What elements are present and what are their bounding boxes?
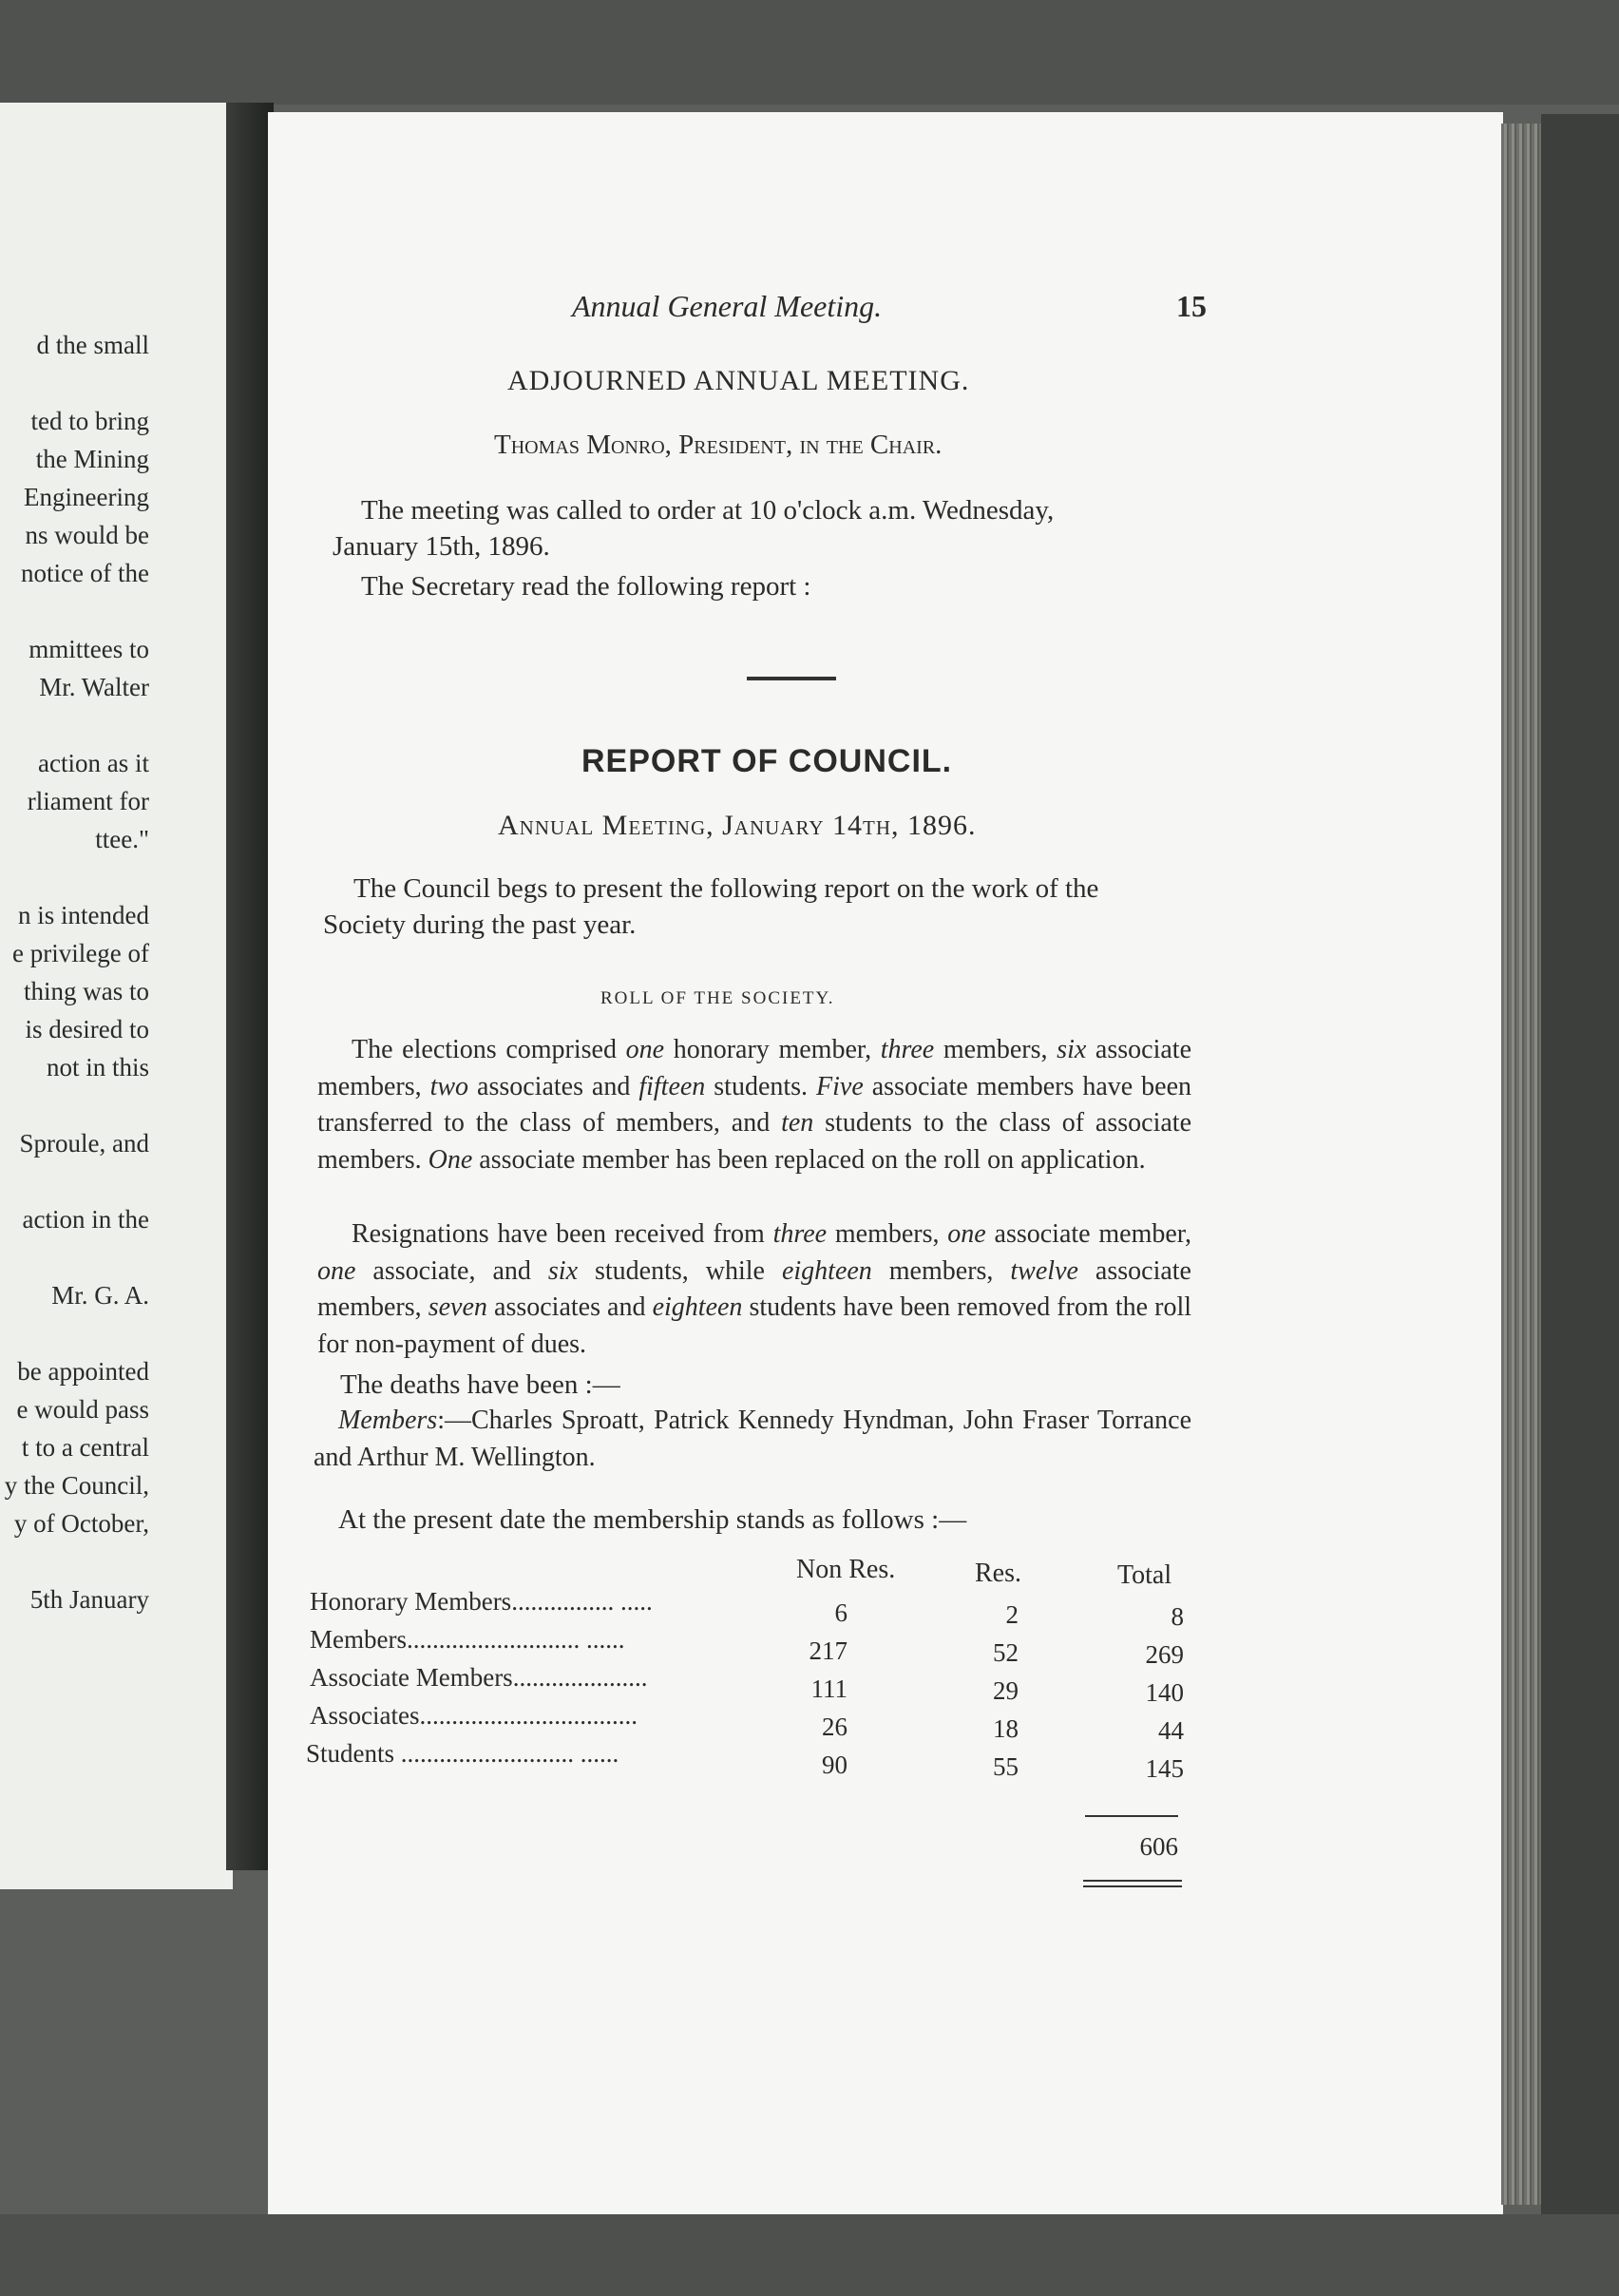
report-intro-line1: The Council begs to present the following report on the work of the [353,873,1099,904]
adjourned-para1-line2: January 15th, 1896. [333,531,550,562]
total-value: 269 [1145,1640,1184,1669]
left-line: Mr. G. A. [51,1281,149,1310]
left-line: Mr. Walter [39,673,149,701]
row-label: Students ........................... ...... [306,1739,619,1768]
grand-total: 606 [1139,1832,1178,1861]
column-header-res: Res. [975,1559,1021,1588]
elections-paragraph: The elections comprised one honorary member, three members, six associate members, two associates and fifteen students. Five associate members have been transferred to the class of members, and ten students to the class of associate members. One associate member has been replaced on the roll on application. [317,1035,1191,1175]
left-line: notice of the [21,559,149,587]
left-line: be appointed [17,1357,149,1386]
left-facing-page [0,103,233,1889]
left-line: ttee." [95,825,149,853]
left-line: ted to bring [30,407,149,435]
double-rule-top [1083,1880,1182,1882]
scanner-background-top [0,0,1619,105]
adjourned-meeting-title: ADJOURNED ANNUAL MEETING. [507,365,970,396]
left-line: e would pass [16,1395,149,1424]
book-gutter [226,103,274,1870]
deaths-intro: The deaths have been :— [340,1369,620,1400]
section-label: ROLL OF THE SOCIETY. [600,988,835,1008]
left-line: ns would be [25,521,149,549]
adjourned-para2: The Secretary read the following report : [361,571,811,602]
total-rule [1085,1815,1178,1817]
total-value: 140 [1145,1678,1184,1707]
left-line: not in this [46,1053,149,1081]
non-res-value: 90 [822,1751,848,1779]
left-line: d the small [36,331,149,359]
left-line: rliament for [27,787,149,815]
left-line: Engineering [24,483,149,511]
double-rule-bottom [1083,1885,1182,1887]
chair-line: Thomas Monro, President, in the Chair. [494,430,943,460]
left-line: Sproule, and [19,1129,149,1158]
column-header-non-res: Non Res. [796,1555,896,1584]
adjourned-para1-line1: The meeting was called to order at 10 o'clock a.m. Wednesday, [361,495,1055,526]
res-value: 29 [993,1676,1019,1705]
book-cover-edge [1541,114,1619,2214]
left-line: n is intended [18,901,149,929]
left-line: thing was to [24,977,149,1005]
left-line: t to a central [21,1433,149,1462]
left-line: y of October, [13,1509,149,1538]
left-line: is desired to [25,1015,149,1043]
res-value: 55 [993,1752,1019,1781]
report-intro-line2: Society during the past year. [323,909,637,940]
total-value: 44 [1158,1716,1184,1745]
resignations-paragraph: Resignations have been received from three members, one associate member, one associate, and six students, while eighteen members, twelve associate members, seven associates and eighteen students have been removed from the roll for non-payment of dues. [317,1219,1192,1359]
non-res-value: 217 [809,1636,848,1665]
row-label: Members........................... ...... [310,1625,625,1654]
left-line: 5th January [29,1585,149,1614]
page-number: 15 [1176,289,1207,323]
non-res-value: 111 [810,1674,848,1703]
res-value: 52 [993,1638,1019,1667]
left-line: y the Council, [4,1471,149,1500]
total-value: 145 [1145,1754,1184,1783]
left-line: action as it [38,749,149,777]
membership-intro: At the present date the membership stands as follows :— [338,1504,967,1535]
row-label: Honorary Members................ ..... [310,1587,653,1616]
column-header-total: Total [1117,1560,1172,1590]
res-value: 18 [993,1714,1019,1743]
scanner-background-bottom [0,2214,1619,2296]
deaths-paragraph: Members:—Charles Sproatt, Patrick Kennedy Hyndman, John Fraser Torrance and Arthur M. Wellington. [314,1406,1191,1472]
non-res-value: 26 [822,1712,848,1741]
running-head: Annual General Meeting. [572,289,883,323]
page-edges [1501,124,1541,2205]
res-value: 2 [1005,1600,1019,1629]
total-value: 8 [1171,1602,1184,1631]
left-line: action in the [22,1205,149,1234]
row-label: Associates.................................. [310,1701,638,1730]
row-label: Associate Members..................... [310,1663,648,1692]
non-res-value: 6 [834,1598,848,1627]
section-divider [747,677,836,680]
left-line: e privilege of [12,939,149,967]
left-line: mmittees to [29,635,149,663]
report-title: REPORT OF COUNCIL. [581,743,953,779]
left-line: the Mining [35,445,149,473]
report-subtitle: Annual Meeting, January 14th, 1896. [498,810,977,841]
